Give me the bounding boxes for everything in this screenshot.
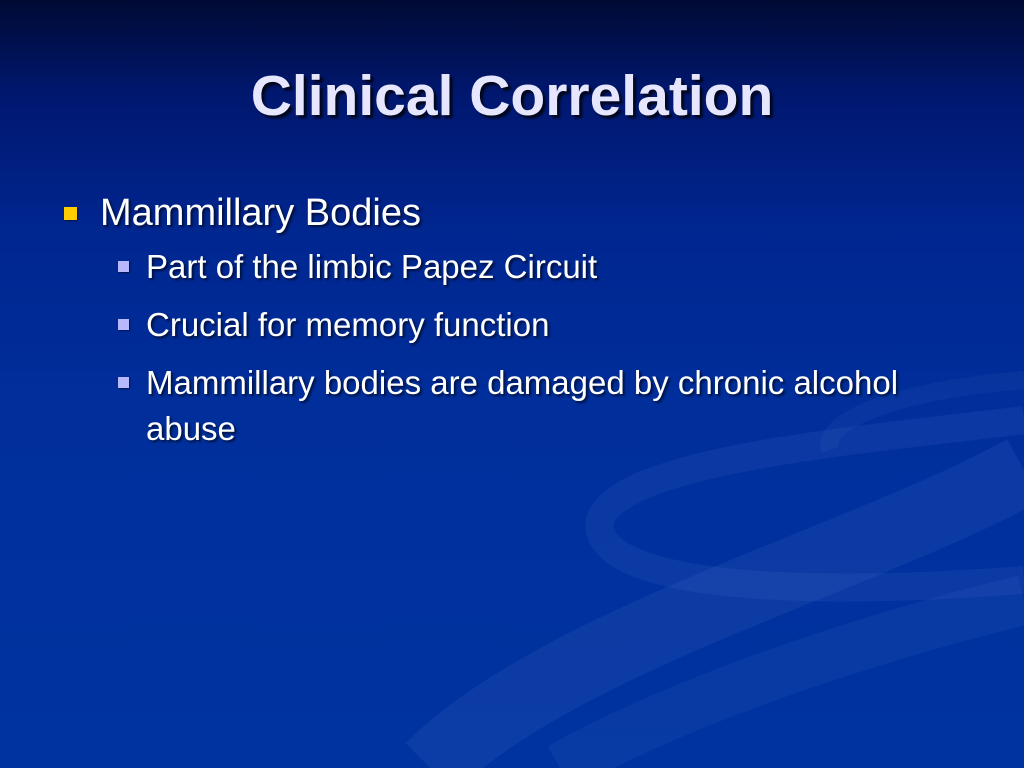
square-bullet-icon [118,319,129,330]
sub-bullet-item [104,244,926,290]
sub-bullet-text: Crucial for memory function [146,306,550,343]
sub-bullet-text: Part of the limbic Papez Circuit [146,248,598,285]
sub-bullet-text: Mammillary bodies are damaged by chronic alcohol abuse [146,364,899,447]
sub-bullet-item [104,302,926,348]
sub-bullet-list [104,244,960,452]
slide-title: Clinical Correlation [250,64,774,128]
slide-body [60,190,960,464]
bullet-item [60,190,960,236]
sub-bullet-item [104,360,926,452]
square-bullet-icon [118,377,129,388]
bullet-text: Mammillary Bodies [100,192,421,234]
square-bullet-icon [118,261,129,272]
square-bullet-icon [64,207,77,220]
